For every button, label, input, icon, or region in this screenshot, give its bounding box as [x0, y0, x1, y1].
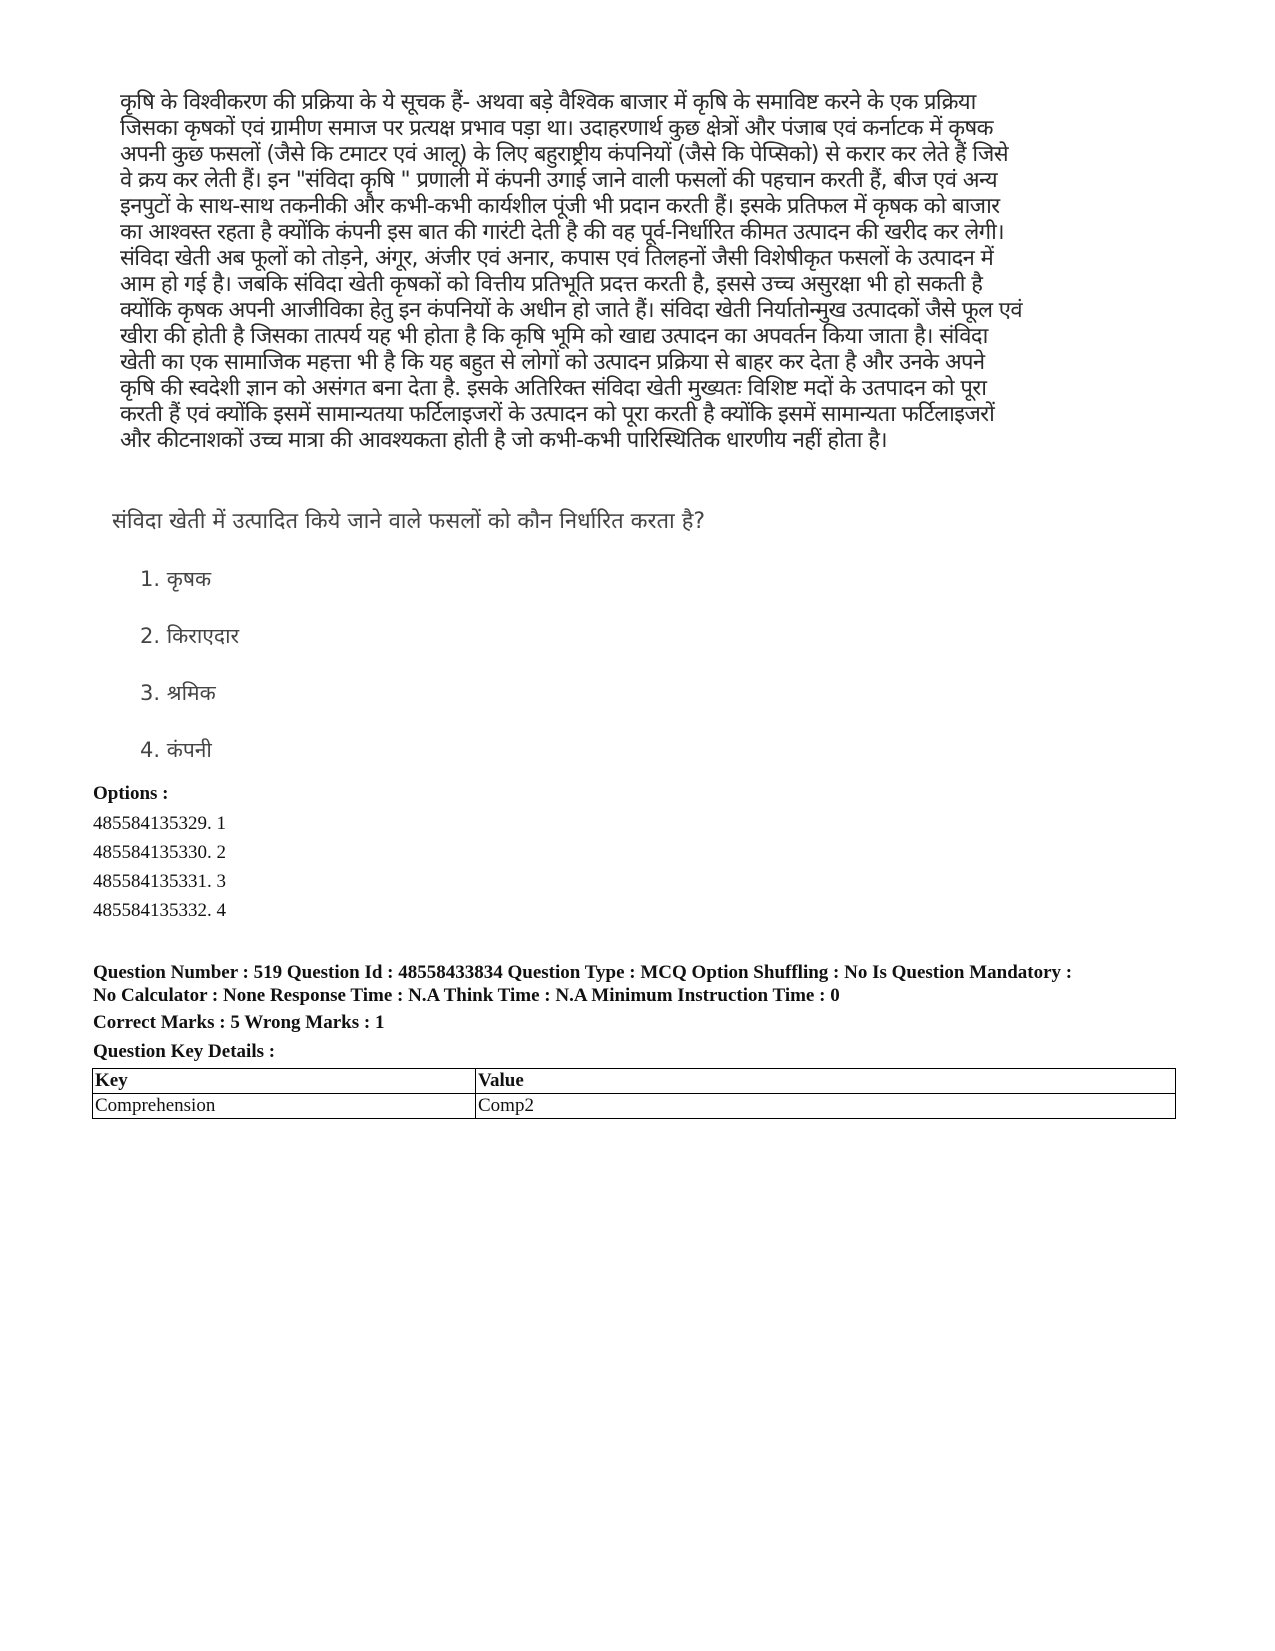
table-header-row [93, 1069, 1176, 1094]
passage-line: कृषि के विश्वीकरण की प्रक्रिया के ये सूचक हैं- अथवा बड़े वैश्विक बाजार में कृषि के समाविष्ट करने के एक प्रक्रिया [120, 90, 976, 115]
marks-line: Correct Marks : 5 Wrong Marks : 1 [93, 1012, 385, 1033]
option-id: 485584135332. 4 [93, 900, 226, 921]
passage-line: का आश्वस्त रहता है क्योंकि कंपनी इस बात की गारंटी देती है की वह पूर्व-निर्धारित कीमत उत्पादन की खरीद कर लेगी। [120, 220, 1004, 245]
choice-item: 3. श्रमिक [140, 681, 216, 705]
passage-line: संविदा खेती अब फूलों को तोड़ने, अंगूर, अंजीर एवं अनार, कपास एवं तिलहनों जैसी विशेषीकृत फसलों के उत्पादन में [120, 246, 994, 271]
passage-line: कृषि की स्वदेशी ज्ञान को असंगत बना देता है. इसके अतिरिक्त संविदा खेती मुख्यतः विशिष्ट मदों के उतपादन को पूरा [120, 376, 987, 401]
meta-line-1: Question Number : 519 Question Id : 48558433834 Question Type : MCQ Option Shuffling : No Is Question Mandatory : [93, 962, 1073, 983]
table-header-value: Value [476, 1069, 1176, 1094]
passage-line: आम हो गई है। जबकि संविदा खेती कृषकों को वित्तीय प्रतिभूति प्रदत्त करती है, इससे उच्च असुरक्षा भी हो सकती है [120, 272, 983, 297]
table-row [93, 1094, 1176, 1119]
choice-item: 1. कृषक [140, 567, 212, 591]
table-cell-key: Comprehension [93, 1094, 476, 1119]
question-text: संविदा खेती में उत्पादित किये जाने वाले फसलों को कौन निर्धारित करता है? [112, 509, 706, 534]
option-id: 485584135329. 1 [93, 813, 226, 834]
question-meta [93, 961, 1193, 1007]
choice-item: 4. कंपनी [140, 738, 212, 762]
options-title: Options : [93, 783, 169, 804]
table-header-key: Key [93, 1069, 476, 1094]
passage-line: जिसका कृषकों एवं ग्रामीण समाज पर प्रत्यक्ष प्रभाव पड़ा था। उदाहरणार्थ कुछ क्षेत्रों और पंजाब एवं कर्नाटक में कृषक [120, 116, 993, 141]
passage-line: और कीटनाशकों उच्च मात्रा की आवश्यकता होती है जो कभी-कभी पारिस्थितिक धारणीय नहीं होता है। [120, 428, 888, 453]
passage-line: वे क्रय कर लेती हैं। इन "संविदा कृषि " प्रणाली में कंपनी उगाई जाने वाली फसलों की पहचान करती हैं, बीज एवं अन्य [120, 168, 998, 193]
table-cell-value: Comp2 [476, 1094, 1176, 1119]
options-block [93, 783, 226, 925]
key-details-table [92, 1068, 1176, 1119]
passage-line: करती हैं एवं क्योंकि इसमें सामान्यतया फर्टिलाइजरों के उत्पादन को पूरा करती है क्योंकि इसमें सामान्यता फर्टिलाइजरों [120, 402, 995, 427]
passage-line: खीरा की होती है जिसका तात्पर्य यह भी होता है कि कृषि भूमि को खाद्य उत्पादन का अपवर्तन किया जाता है। संविदा [120, 324, 988, 349]
key-details-title: Question Key Details : [93, 1041, 276, 1062]
choice-list [140, 565, 239, 793]
passage-line: क्योंकि कृषक अपनी आजीविका हेतु इन कंपनियों के अधीन हो जाते हैं। संविदा खेती निर्यातोन्मुख उत्पादकों जैसे फूल एवं [120, 298, 1022, 323]
choice-item: 2. किराएदार [140, 624, 240, 648]
passage-line: अपनी कुछ फसलों (जैसे कि टमाटर एवं आलू) के लिए बहुराष्ट्रीय कंपनियों (जैसे कि पेप्सिको) से करार कर लेते हैं जिसे [120, 142, 1009, 167]
passage-line: इनपुटों के साथ-साथ तकनीकी और कभी-कभी कार्यशील पूंजी भी प्रदान करती हैं। इसके प्रतिफल में कृषक को बाजार [120, 194, 1000, 219]
option-id: 485584135331. 3 [93, 871, 226, 892]
meta-line-2: No Calculator : None Response Time : N.A Think Time : N.A Minimum Instruction Time : 0 [93, 985, 840, 1006]
passage-line: खेती का एक सामाजिक महत्ता भी है कि यह बहुत से लोगों को उत्पादन प्रक्रिया से बाहर कर देता है और उनके अपने [120, 350, 985, 375]
option-id: 485584135330. 2 [93, 842, 226, 863]
passage [120, 90, 1170, 454]
